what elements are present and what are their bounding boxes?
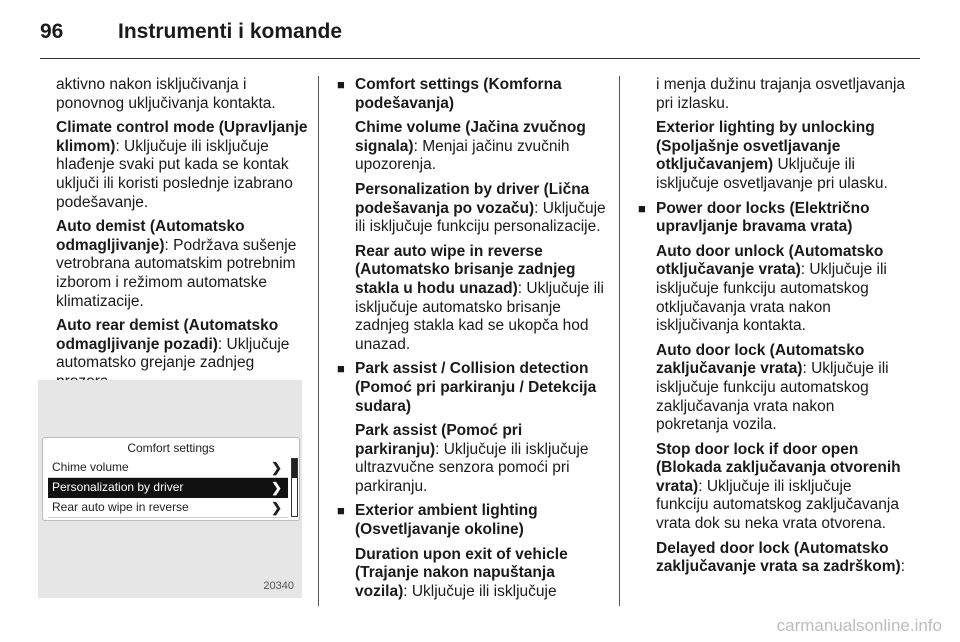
auto-unlock-paragraph: Auto door unlock (Automatsko otključavanje vrata): Uključuje ili isključuje funkciju automatskog otključavanja vrata nakon isključivanja kontakta. — [656, 242, 887, 335]
menu-item-personalization[interactable]: Personalization by driver ❯ — [48, 478, 288, 498]
settings-menu — [48, 458, 288, 518]
page-number: 96 — [40, 20, 64, 43]
stop-lock-term: Stop door lock if door open (Blokada zaključavanja otvorenih vrata) — [656, 440, 901, 495]
chevron-right-icon: ❯ — [271, 500, 282, 515]
park-assist-paragraph: Park assist (Pomoć pri parkiranju): Uključuje ili isključuje ultrazvučne senzora pomoći pri parkiranju. — [355, 422, 589, 495]
delayed-lock-paragraph: Delayed door lock (Automatsko zaključavanje vrata sa zadrškom): — [656, 539, 905, 576]
climate-paragraph: Climate control mode (Upravljanje klimom): Uključuje ili isključuje hlađenje svaki put kada se kontak uključi ili koristi poslednje izabrano podešavanje. — [56, 119, 308, 211]
watermark: carmanualsonline.info — [776, 616, 942, 635]
intro-paragraph: aktivno nakon isključivanja i ponovnog uključivanja kontakta. — [56, 76, 276, 112]
ext-unlock-paragraph: Exterior lighting by unlocking (Spoljašnje osvetljavanje otključavanjem) Uključuje ili isključuje osvetljavanje pri ulasku. — [656, 119, 888, 192]
column-divider — [318, 76, 319, 606]
bullet-comfort-settings: ■ Comfort settings (Komforna podešavanja) — [337, 76, 607, 113]
bullet-park-assist: ■ Park assist / Collision detection (Pomoć pri parkiranju / Detekcija sudara) — [337, 360, 607, 416]
ext-unlock-term: Exterior lighting by unlocking (Spoljašnje osvetljavanje otključavanjem) — [656, 119, 875, 174]
climate-term: Climate control mode (Upravljanje klimom) — [56, 119, 308, 155]
stop-lock-paragraph: Stop door lock if door open (Blokada zaključavanja otvorenih vrata): Uključuje ili isključuje funkciju automatskog zaključavanja vrata dok su neka vrata otvorena. — [656, 440, 901, 533]
chime-term: Chime volume (Jačina zvučnog signala) — [355, 119, 586, 155]
rear-demist-paragraph: Auto rear demist (Automatsko odmagljivanje pozadi): Uključuje automatsko grejanje zadnjeg — [56, 317, 290, 372]
page-header — [40, 14, 920, 54]
menu-item-rear-wipe[interactable]: Rear auto wipe in reverse ❯ — [48, 498, 288, 518]
demist-term: Auto demist (Automatsko odmagljivanje) — [56, 218, 245, 254]
column-3 — [638, 76, 906, 583]
menu-scrollbar[interactable] — [291, 458, 298, 517]
chime-paragraph: Chime volume (Jačina zvučnog signala): Menjai jačinu zvučnih upozorenja. — [355, 119, 586, 174]
duration-term: Duration upon exit of vehicle (Trajanje nakon napuštanja vozila) — [355, 545, 568, 600]
chevron-right-icon: ❯ — [271, 480, 282, 495]
auto-lock-term: Auto door lock (Automatsko zaključavanje vrata) — [656, 341, 865, 378]
rear-wipe-paragraph: Rear auto wipe in reverse (Automatsko brisanje zadnjeg stakla u hodu unazad): Uključuje ili isključuje automatsko brisanje zadnjeg stakla kad se ukopča hod unazad. — [355, 242, 604, 353]
delayed-lock-term: Delayed door lock (Automatsko zaključavanje vrata sa zadrškom) — [656, 539, 901, 576]
column-1 — [56, 76, 308, 398]
rear-demist-term: Auto rear demist (Automatsko odmagljivanje pozadi) — [56, 317, 279, 353]
bullet-ambient-lighting: ■ Exterior ambient lighting (Osvetljavanje okoline) — [337, 502, 607, 539]
column-divider — [619, 76, 620, 606]
menu-item-chime-volume[interactable]: Chime volume ❯ — [48, 458, 288, 478]
personalization-paragraph: Personalization by driver (Lična podešavanja po vozaču): Uključuje ili isključuje funkciju personalizacije. — [355, 180, 606, 236]
park-assist-term: Park assist (Pomoć pri parkiranju) — [355, 422, 523, 458]
header-rule — [40, 58, 920, 59]
auto-lock-paragraph: Auto door lock (Automatsko zaključavanje vrata): Uključuje ili isključuje funkciju automatskog zaključavanja vrata nakon pokretanja vozila. — [656, 341, 889, 434]
chevron-right-icon: ❯ — [271, 460, 282, 475]
scrollbar-thumb[interactable] — [292, 459, 297, 478]
bullet-power-door-locks: ■ Power door locks (Električno upravljanje bravama vrata) — [638, 200, 906, 237]
screen-title: Comfort settings — [127, 441, 215, 455]
continuation-paragraph: i menja dužinu trajanja osvetljavanja pri izlasku. — [656, 76, 906, 112]
auto-unlock-term: Auto door unlock (Automatsko otključavanje vrata) — [656, 242, 884, 279]
duration-paragraph: Duration upon exit of vehicle (Trajanje nakon napuštanja vozila): Uključuje ili isključuje — [355, 545, 568, 600]
rear-wipe-term: Rear auto wipe in reverse (Automatsko brisanje zadnjeg stakla u hodu unazad) — [355, 242, 576, 297]
comfort-settings-figure — [38, 380, 302, 598]
demist-paragraph: Auto demist (Automatsko odmagljivanje): Podržava sušenje vetrobrana automatskim potrebnim izborom i režimom automatske klimatizacije. — [56, 218, 297, 310]
personalization-term: Personalization by driver (Lična podešavanja po vozaču) — [355, 180, 590, 217]
section-title: Instrumenti i komande — [118, 20, 343, 43]
figure-number: 20340 — [263, 580, 294, 592]
column-2 — [337, 76, 607, 607]
display-screen — [42, 437, 300, 521]
